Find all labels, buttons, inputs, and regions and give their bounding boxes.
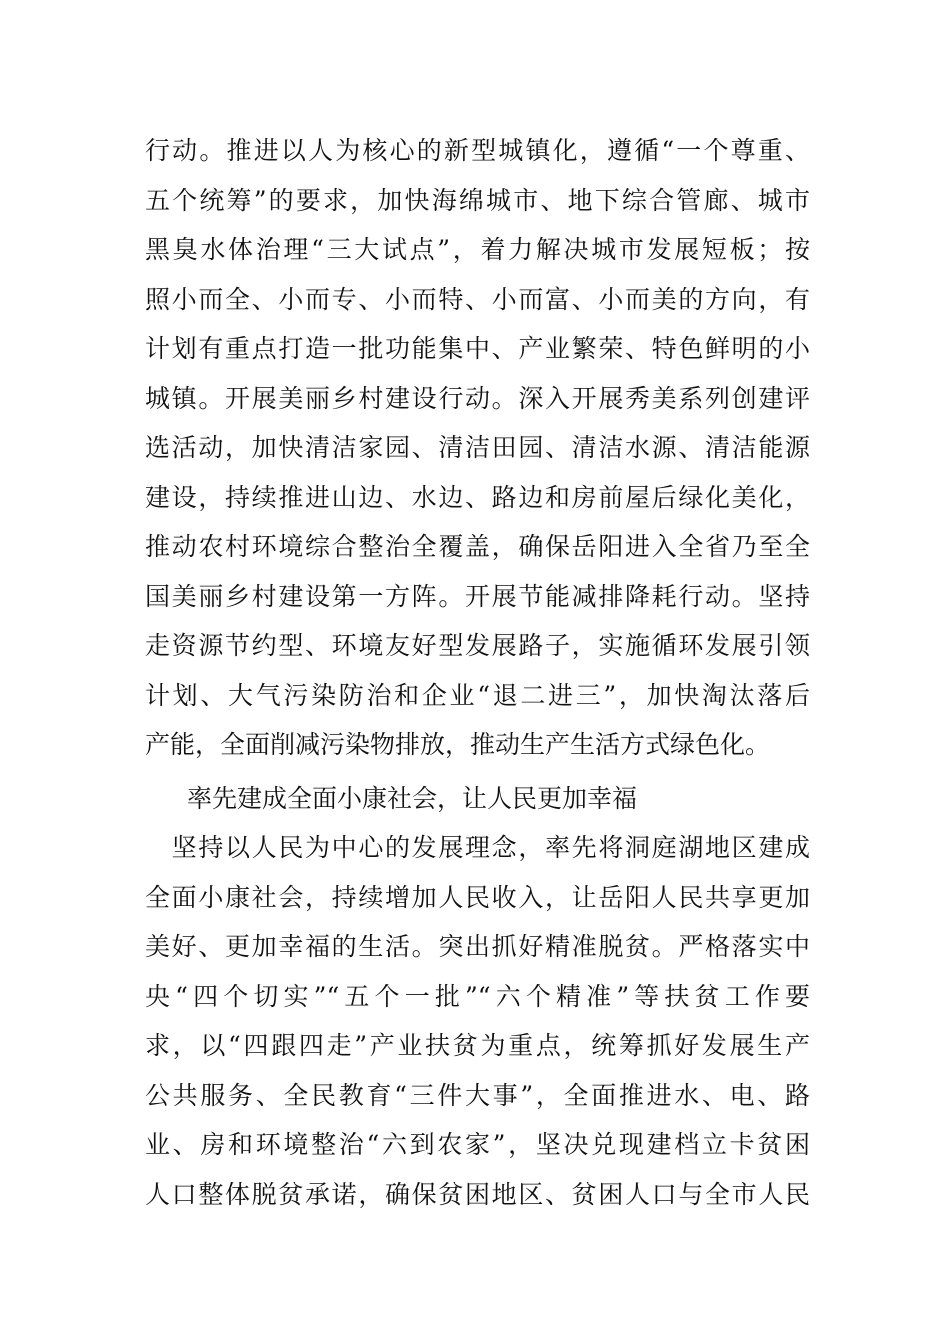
paragraph-1-line: 计划有重点打造一批功能集中、产业繁荣、特色鲜明的小 bbox=[145, 334, 810, 363]
paragraph-1-line: 国美丽乡村建设第一方阵。开展节能减排降耗行动。坚持 bbox=[145, 581, 810, 611]
section-heading: 率先建成全面小康社会，让人民更加幸福 bbox=[187, 784, 638, 813]
paragraph-1 bbox=[145, 126, 810, 770]
paragraph-1-line: 城镇。开展美丽乡村建设行动。深入开展秀美系列创建评 bbox=[145, 383, 810, 413]
paragraph-1-line: 黑臭水体治理“三大试点”，着力解决城市发展短板；按 bbox=[145, 235, 810, 264]
paragraph-2-line: 央“四个切实”“五个一批”“六个精准”等扶贫工作要 bbox=[145, 981, 810, 1011]
paragraph-1-line: 计划、大气污染防治和企业“退二进三”，加快淘汰落后 bbox=[145, 680, 810, 710]
paragraph-2 bbox=[145, 823, 810, 1219]
paragraph-1-line: 行动。推进以人为核心的新型城镇化，遵循“一个尊重、 bbox=[145, 136, 810, 165]
paragraph-1-line: 照小而全、小而专、小而特、小而富、小而美的方向，有 bbox=[145, 284, 810, 314]
paragraph-2-line: 求，以“四跟四走”产业扶贫为重点，统筹抓好发展生产 bbox=[145, 1031, 810, 1060]
paragraph-1-line: 建设，持续推进山边、水边、路边和房前屋后绿化美化， bbox=[145, 482, 810, 512]
paragraph-1-line: 走资源节约型、环境友好型发展路子，实施循环发展引领 bbox=[145, 631, 810, 660]
paragraph-1-line: 五个统筹”的要求，加快海绵城市、地下综合管廊、城市 bbox=[145, 185, 810, 215]
paragraph-2-line: 坚持以人民为中心的发展理念，率先将洞庭湖地区建成 bbox=[145, 833, 810, 862]
paragraph-2-line: 公共服务、全民教育“三件大事”，全面推进水、电、路 bbox=[145, 1080, 810, 1110]
paragraph-2-line: 业、房和环境整治“六到农家”，坚决兑现建档立卡贫困 bbox=[145, 1130, 810, 1159]
paragraph-2-line: 全面小康社会，持续增加人民收入，让岳阳人民共享更加 bbox=[145, 882, 810, 912]
paragraph-1-line: 产能，全面削减污染物排放，推动生产生活方式绿色化。 bbox=[145, 730, 771, 759]
paragraph-2-line: 人口整体脱贫承诺，确保贫困地区、贫困人口与全市人民 bbox=[145, 1179, 810, 1209]
paragraph-1-line: 推动农村环境综合整治全覆盖，确保岳阳进入全省乃至全 bbox=[145, 532, 810, 561]
paragraph-1-line: 选活动，加快清洁家园、清洁田园、清洁水源、清洁能源 bbox=[145, 433, 810, 462]
paragraph-2-line: 美好、更加幸福的生活。突出抓好精准脱贫。严格落实中 bbox=[145, 932, 810, 961]
